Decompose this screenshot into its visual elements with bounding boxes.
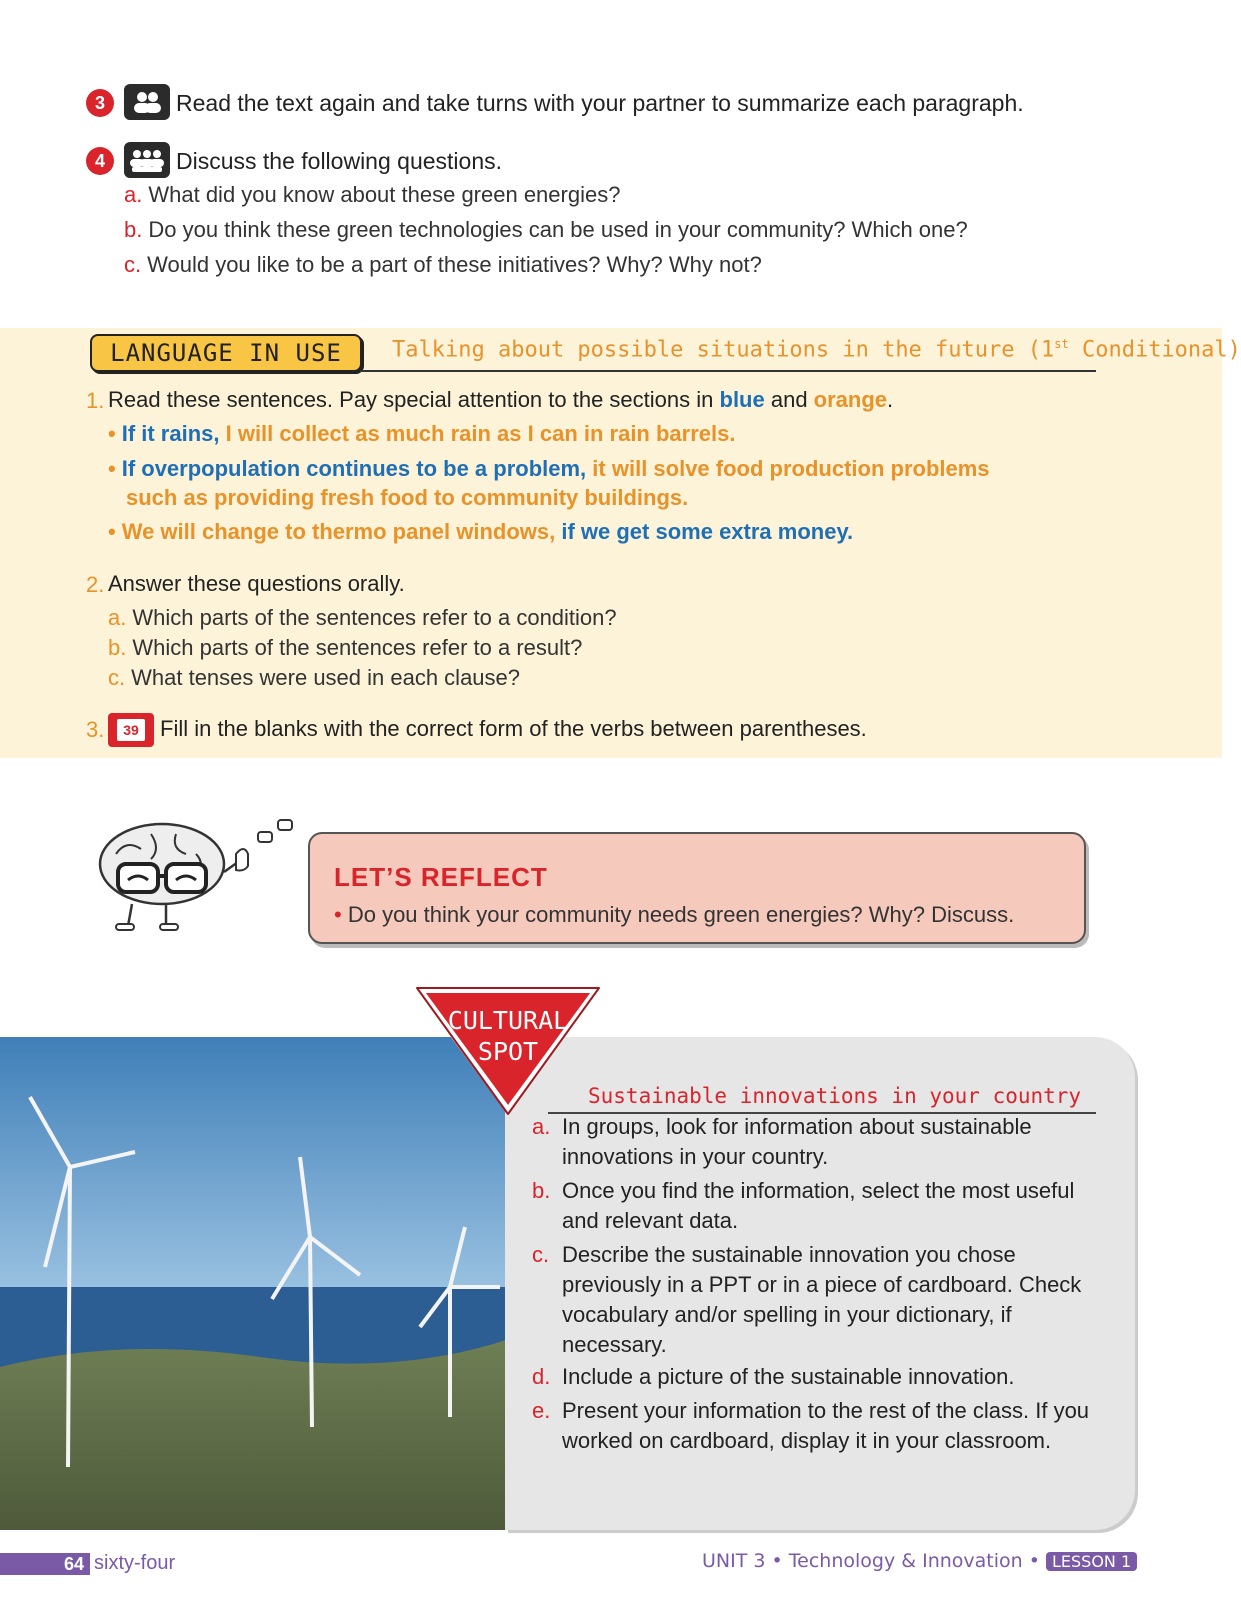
exercise-4-item-b: b. Do you think these green technologies can be used in your community? Which one? (124, 217, 968, 242)
cultural-spot-item-a: a. In groups, look for information about sustainable innovations in your country. (532, 1114, 1032, 1169)
liu-q1-instruction: Read these sentences. Pay special attention to the sections in blue and orange. (108, 387, 894, 412)
cultural-spot-item-c: c. Describe the sustainable innovation you chose previously in a PPT or in a piece of cardboard. Check vocabulary and/or spelling in your dictionary, if necessary. (532, 1242, 1082, 1357)
language-in-use-subtitle: Talking about possible situations in the future (1st Conditional) (392, 337, 1241, 363)
exercise-3-number: 3 (86, 89, 114, 117)
subtitle-underline (360, 370, 1096, 372)
example-sentence-1: • If it rains, I will collect as much rain as I can in rain barrels. (108, 421, 736, 446)
cultural-spot-item-b: b. Once you find the information, select the most useful and relevant data. (532, 1178, 1075, 1233)
page-number-word: sixty-four (94, 1552, 176, 1574)
liu-q3-number: 3. (86, 717, 105, 742)
liu-q3-instruction: Fill in the blanks with the correct form of the verbs between parentheses. (160, 716, 867, 741)
example-sentence-2: • If overpopulation continues to be a problem, it will solve food production problems (108, 456, 990, 481)
language-in-use-tag: LANGUAGE IN USE (90, 334, 362, 372)
exercise-4-item-a: a. What did you know about these green energies? (124, 182, 621, 207)
pair-work-icon (124, 84, 170, 120)
liu-q2-item-c: c. What tenses were used in each clause? (108, 665, 521, 690)
example-sentence-3: • We will change to thermo panel windows, if we get some extra money. (108, 519, 854, 544)
reflect-title: LET’S REFLECT (334, 862, 548, 892)
liu-q2-item-a: a. Which parts of the sentences refer to a condition? (108, 605, 617, 630)
liu-q2-instruction: Answer these questions orally. (108, 571, 405, 596)
cultural-spot-tag-line1: CULTURAL (447, 1006, 569, 1035)
cultural-spot-item-e: e. Present your information to the rest of the class. If you worked on cardboard, display it in your classroom. (532, 1398, 1090, 1453)
page-number: 64 (58, 1553, 90, 1575)
workbook-page-icon: 39 (108, 713, 154, 747)
exercise-4-item-c: c. Would you like to be a part of these initiatives? Why? Why not? (124, 252, 762, 277)
exercise-3-instruction: Read the text again and take turns with your partner to summarize each paragraph. (176, 90, 1024, 116)
liu-q1-number: 1. (86, 388, 105, 413)
lesson-badge: LESSON 1 (1046, 1552, 1137, 1571)
brain-mascot-icon (76, 814, 296, 934)
cultural-spot-item-d: d. Include a picture of the sustainable innovation. (532, 1364, 1015, 1389)
cultural-spot-subtitle: Sustainable innovations in your country (588, 1084, 1082, 1108)
exercise-4-number: 4 (86, 147, 114, 175)
liu-q2-number: 2. (86, 572, 105, 597)
cultural-spot-tag-line2: SPOT (477, 1037, 539, 1066)
reflect-question: • Do you think your community needs green energies? Why? Discuss. (334, 902, 1015, 927)
footer-breadcrumb: UNIT 3 • Technology & Innovation • LESSON 1 (702, 1550, 1137, 1572)
group-work-icon (124, 142, 170, 178)
liu-q2-item-b: b. Which parts of the sentences refer to a result? (108, 635, 583, 660)
example-sentence-2-cont: such as providing fresh food to community buildings. (126, 485, 689, 510)
exercise-4-instruction: Discuss the following questions. (176, 148, 502, 174)
